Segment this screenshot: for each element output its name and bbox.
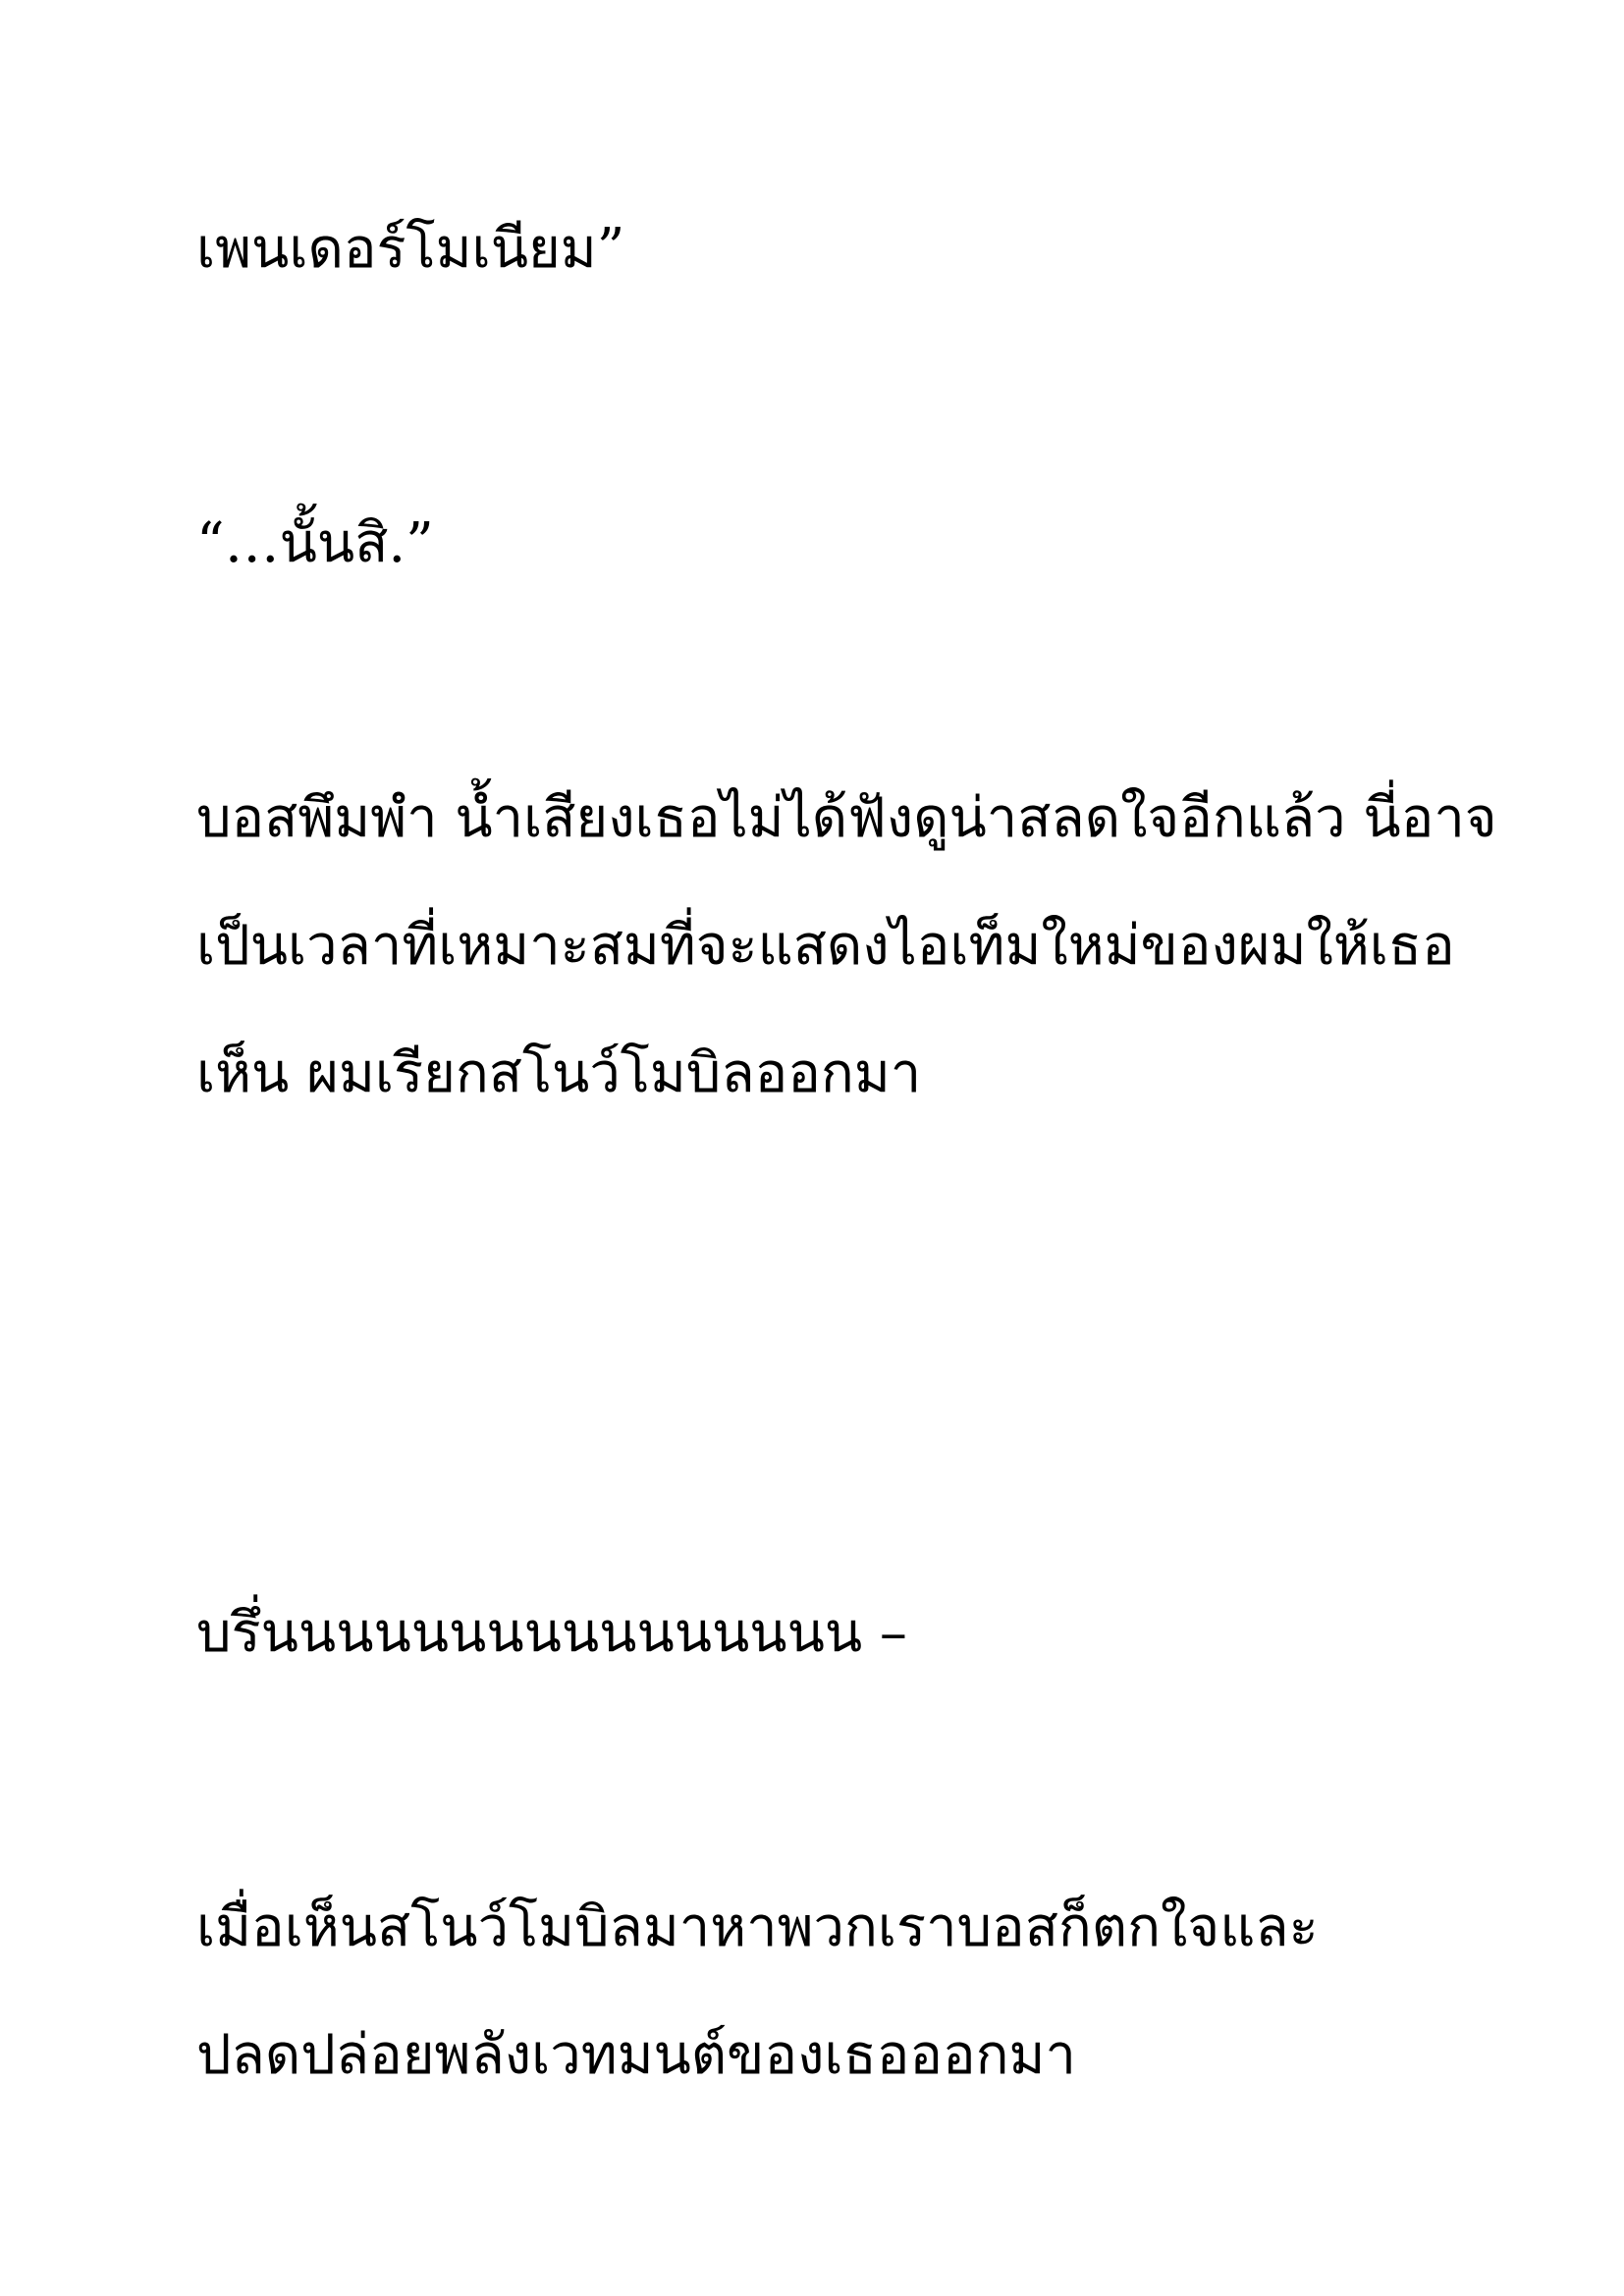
text-line: เมื่อเห็นสโนว์โมบิลมาหาพวกเราบอสก็ตกใจและ xyxy=(196,1896,1319,1959)
text-line: เพนเดอร์โมเนียม” xyxy=(196,217,625,281)
text-line: เห็น ผมเรียกสโนว์โมบิลออกมา xyxy=(196,1041,922,1105)
text-line: ปลดปล่อยพลังเวทมนต์ของเธอออกมา xyxy=(196,2023,1076,2087)
text-line: บอสพึมพำ น้ำเสียงเธอไม่ได้ฟังดูน่าสลดใจอีกแล้ว นี่อาจ xyxy=(196,786,1497,850)
text-line: เป็นเวลาที่เหมาะสมที่จะแสดงไอเท็มใหม่ของผมให้เธอ xyxy=(196,914,1455,978)
dialogue-line: “…นั้นสิ.” xyxy=(196,511,434,575)
sound-effect-line: บรึ่นนนนนนนนนนนนนนนน – xyxy=(196,1601,907,1665)
